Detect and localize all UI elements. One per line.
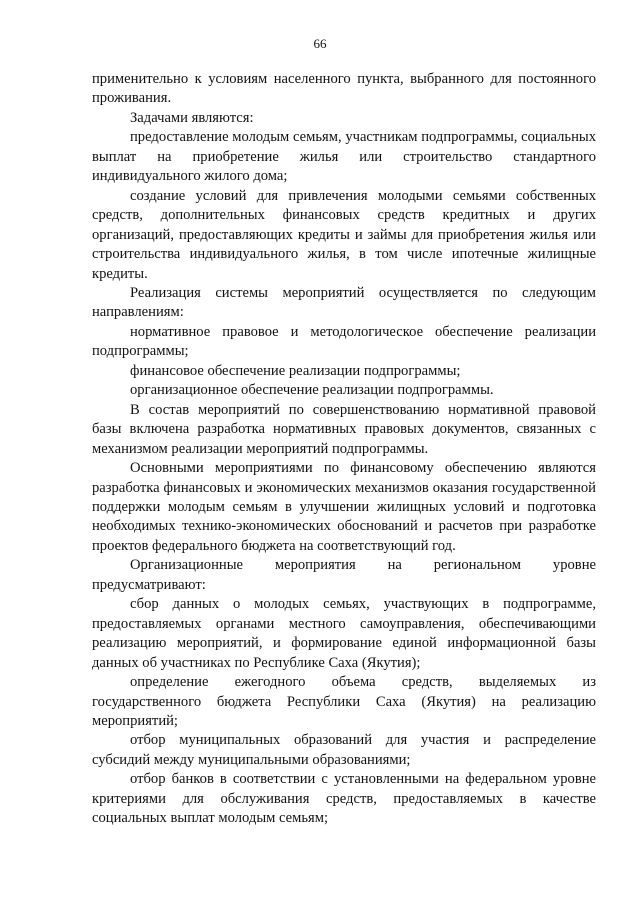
paragraph-municipal-selection: отбор муниципальных образований для участия и распределение субсидий между муниципальными образованиями; (92, 732, 596, 768)
paragraph-regulatory-base: В состав мероприятий по совершенствованию нормативной правовой базы включена разработка нормативных правовых документов, связанных с механизмом реализации мероприятий подпрограммы. (92, 401, 596, 457)
paragraph-implementation-directions: Реализация системы мероприятий осуществляется по следующим направлениям: (92, 284, 596, 321)
paragraph-annual-funds: определение ежегодного объема средств, выделяемых из государственного бюджета Республики Саха (Якутия) на реализацию мероприятий; (92, 674, 596, 729)
paragraph-task-social-payments: предоставление молодым семьям, участникам подпрограммы, социальных выплат на приобретение жилья или строительство стандартного индивидуального жилого дома; (92, 129, 596, 185)
paragraph-organizational-measures: Организационные мероприятия на региональном уровне предусматривают: (92, 557, 596, 593)
paragraph-continuation: применительно к условиям населенного пункта, выбранного для постоянного проживания. (92, 71, 596, 107)
body-text (92, 70, 596, 829)
paragraph-tasks-heading: Задачами являются: (130, 109, 254, 126)
paragraph-task-own-funds: создание условий для привлечения молодыми семьями собственных средств, дополнительных финансовых средств кредитных и других организаций, предоставляющих кредиты и займы для приобретения жилья или строительства индивидуального жилья, в том числе ипотечные жилищные кредиты. (92, 187, 596, 282)
paragraph-direction-regulatory: нормативное правовое и методологическое обеспечение реализации подпрограммы; (92, 323, 596, 360)
page-number: 66 (313, 36, 327, 51)
paragraph-direction-financial: финансовое обеспечение реализации подпрограммы; (130, 362, 461, 379)
paragraph-bank-selection: отбор банков в соответствии с установленными на федеральном уровне критериями для обслуживания средств, предоставляемых в качестве социальных выплат молодым семьям; (92, 771, 596, 827)
paragraph-financial-measures: Основными мероприятиями по финансовому обеспечению являются разработка финансовых и экономических механизмов оказания государственной поддержки молодым семьям в улучшении жилищных условий и подготовка необходимых технико-экономических обоснований и расчетов при разработке проектов федерального бюджета на соответствующий год. (92, 460, 596, 554)
paragraph-data-collection: сбор данных о молодых семьях, участвующих в подпрограмме, предоставляемых органами местного самоуправления, обеспечивающими реализацию мероприятий, и формирование единой информационной базы данных об участниках по Республике Саха (Якутия); (92, 596, 596, 671)
paragraph-direction-organizational: организационное обеспечение реализации подпрограммы. (130, 382, 494, 399)
